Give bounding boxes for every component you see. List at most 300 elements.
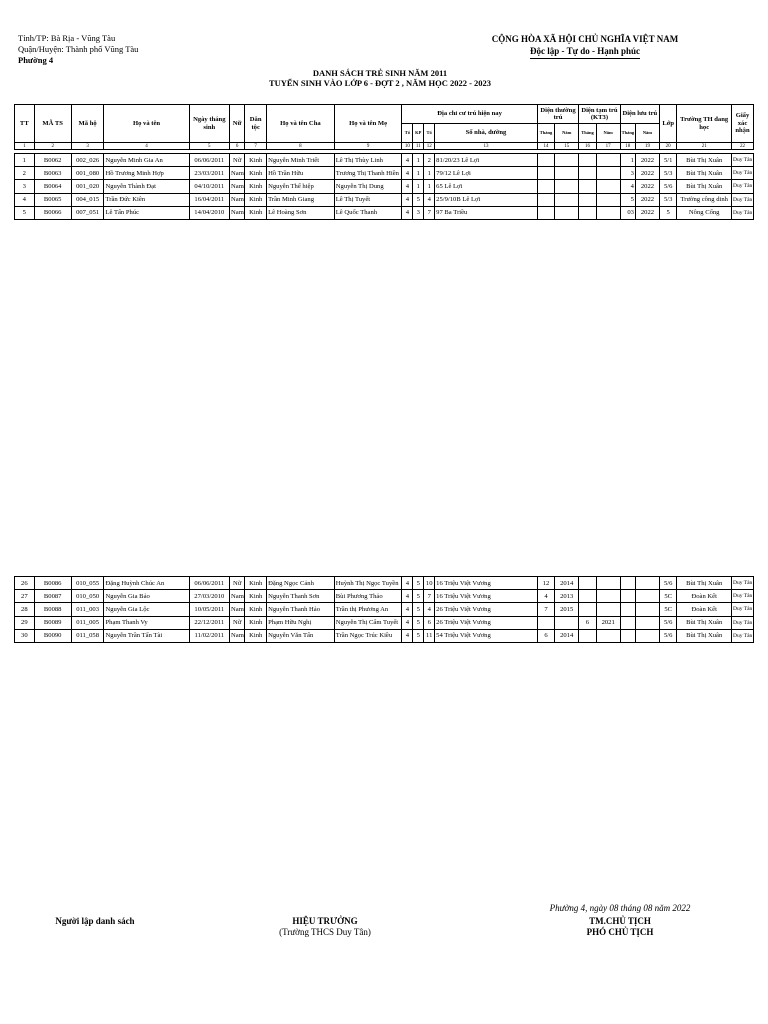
cell-lt-m: 3 [620, 167, 635, 180]
cell-paper: Duy Tân [731, 206, 753, 219]
cell-father: Hồ Trần Hữu [267, 167, 335, 180]
table-row [15, 577, 754, 590]
cell-tt: 26 [15, 577, 35, 590]
colnum: 18 [620, 143, 635, 150]
cell-maho: 004_015 [71, 193, 104, 206]
colnum: 13 [435, 143, 538, 150]
cell-name: Trần Đức Kiên [104, 193, 189, 206]
cell-ethnic: Kinh [245, 603, 267, 616]
cell-dtt-y [555, 180, 579, 193]
cell-mother: Trương Thị Thanh Hiền [334, 167, 402, 180]
cell-kt3-y [596, 577, 620, 590]
cell-dtt-y [555, 167, 579, 180]
cell-street: 65 Lê Lợi [435, 180, 538, 193]
cell-paper: Duy Tân [731, 193, 753, 206]
cell-dtt-y: 2014 [555, 629, 579, 642]
cell-father: Đặng Ngọc Cảnh [267, 577, 335, 590]
cell-kt3-y [596, 180, 620, 193]
colnum: 20 [659, 143, 676, 150]
cell-gender: Nam [230, 193, 245, 206]
cell-school: Đoàn Kết [677, 603, 732, 616]
cell-mother: Nguyễn Thị Cẩm Tuyết [334, 616, 402, 629]
footer-principal [255, 916, 395, 938]
cell-lt-m: 03 [620, 206, 635, 219]
cell-gender: Nam [230, 167, 245, 180]
col-dtt-year: Năm [555, 124, 579, 143]
cell-name: Phạm Thanh Vy [104, 616, 189, 629]
colnum: 15 [555, 143, 579, 150]
cell-lt-y [635, 577, 659, 590]
cell-dtt-m: 12 [537, 577, 554, 590]
cell-maho: 007_051 [71, 206, 104, 219]
cell-ethnic: Kinh [245, 206, 267, 219]
col-addr-to2: Tổ [424, 124, 435, 143]
colnum: 6 [229, 143, 244, 150]
cell-father: Nguyễn Thanh Hảo [267, 603, 335, 616]
cell-kp: 1 [413, 167, 424, 180]
cell-paper: Duy Tân [731, 180, 753, 193]
cell-school: Bùi Thị Xuân [677, 616, 732, 629]
footer-creator: Người lập danh sách [55, 916, 135, 926]
table-row [15, 616, 754, 629]
cell-ethnic: Kinh [245, 154, 267, 167]
cell-paper: Duy Tân [731, 616, 753, 629]
col-street: Số nhà, đường [435, 124, 538, 143]
cell-street: 26 Triệu Việt Vương [435, 616, 538, 629]
cell-kp: 3 [413, 206, 424, 219]
cell-lop: 5/6 [659, 577, 676, 590]
col-lop: Lớp [659, 105, 676, 143]
cell-street: 54 Triệu Việt Vương [435, 629, 538, 642]
cell-ethnic: Kinh [245, 180, 267, 193]
cell-lt-m [620, 629, 635, 642]
cell-to: 4 [402, 577, 413, 590]
col-kt3: Diện tạm trú (KT3) [579, 105, 620, 124]
cell-paper: Duy Tân [731, 154, 753, 167]
colnum: 4 [104, 143, 189, 150]
cell-gender: Nam [230, 629, 245, 642]
table-row [15, 167, 754, 180]
col-lt-year: Năm [635, 124, 659, 143]
cell-dtt-m [537, 180, 554, 193]
colnum: 8 [267, 143, 335, 150]
cell-to2: 4 [424, 193, 435, 206]
col-mother: Họ và tên Mẹ [334, 105, 402, 143]
col-father: Họ và tên Cha [267, 105, 335, 143]
cell-kp: 1 [413, 180, 424, 193]
cell-to2: 4 [424, 603, 435, 616]
cell-kt3-y: 2021 [596, 616, 620, 629]
cell-lt-m: 4 [620, 180, 635, 193]
cell-paper: Duy Tân [731, 577, 753, 590]
cell-dtt-m: 7 [537, 603, 554, 616]
cell-dtt-m [537, 616, 554, 629]
cell-maho: 011_003 [71, 603, 104, 616]
document-title [200, 68, 560, 88]
cell-gender: Nam [230, 603, 245, 616]
cell-paper: Duy Tân [731, 603, 753, 616]
cell-gender: Nam [230, 590, 245, 603]
table-row [15, 154, 754, 167]
title-line-1: DANH SÁCH TRẺ SINH NĂM 2011 [312, 68, 448, 78]
colnum: 22 [731, 143, 753, 150]
cell-mats: B0089 [34, 616, 71, 629]
cell-dob: 04/10/2011 [189, 180, 229, 193]
cell-tt: 29 [15, 616, 35, 629]
cell-father: Lê Hoàng Sơn [267, 206, 335, 219]
colnum: 11 [413, 143, 424, 150]
cell-lt-m [620, 577, 635, 590]
cell-kt3-m [579, 629, 596, 642]
cell-to2: 11 [424, 629, 435, 642]
cell-mats: B0064 [34, 180, 71, 193]
cell-to: 4 [402, 590, 413, 603]
table-row [15, 180, 754, 193]
cell-kp: 1 [413, 154, 424, 167]
cell-lop: 5/6 [659, 180, 676, 193]
col-name: Họ và tên [104, 105, 189, 143]
cell-gender: Nữ [230, 616, 245, 629]
cell-street: 16 Triệu Việt Vương [435, 577, 538, 590]
cell-kt3-m [579, 206, 596, 219]
cell-street: 81/20/23 Lê Lợi [435, 154, 538, 167]
cell-kt3-m [579, 603, 596, 616]
cell-name: Hồ Trương Minh Hợp [104, 167, 189, 180]
cell-gender: Nam [230, 206, 245, 219]
province-label: Tỉnh/TP: Bà Rịa - Vũng Tàu [18, 33, 116, 43]
cell-name: Nguyễn Gia Lộc [104, 603, 189, 616]
colnum: 1 [15, 143, 35, 150]
cell-name: Nguyễn Gia Bảo [104, 590, 189, 603]
cell-kp: 5 [413, 193, 424, 206]
header-right [440, 33, 730, 59]
cell-kt3-m [579, 167, 596, 180]
cell-mats: B0088 [34, 603, 71, 616]
cell-father: Phạm Hữu Nghị [267, 616, 335, 629]
cell-mats: B0065 [34, 193, 71, 206]
cell-mother: Nguyễn Thị Dung [334, 180, 402, 193]
footer-chair [520, 916, 720, 938]
cell-dtt-m [537, 167, 554, 180]
cell-father: Trần Minh Giang [267, 193, 335, 206]
col-kt3-year: Năm [596, 124, 620, 143]
cell-to: 4 [402, 629, 413, 642]
cell-lt-y: 2022 [635, 167, 659, 180]
cell-mother: Huỳnh Thị Ngọc Tuyền [334, 577, 402, 590]
cell-dtt-y [555, 206, 579, 219]
cell-to: 4 [402, 616, 413, 629]
cell-kp: 5 [413, 616, 424, 629]
cell-lt-y [635, 603, 659, 616]
cell-school: Bùi Thị Xuân [677, 154, 732, 167]
colnum: 3 [71, 143, 104, 150]
cell-school: Đoàn Kết [677, 590, 732, 603]
cell-name: Lê Tấn Phúc [104, 206, 189, 219]
cell-lop: 5/6 [659, 616, 676, 629]
cell-mats: B0086 [34, 577, 71, 590]
col-addr-kp: KP [413, 124, 424, 143]
student-table-bottom [14, 576, 754, 643]
col-school: Trường TH đang học [677, 105, 732, 143]
cell-school: Trường công dinh [677, 193, 732, 206]
cell-kt3-m [579, 193, 596, 206]
cell-dtt-m: 6 [537, 629, 554, 642]
col-address-group: Địa chỉ cư trú hiện nay [402, 105, 537, 124]
cell-tt: 4 [15, 193, 35, 206]
table-row [15, 629, 754, 642]
cell-mats: B0062 [34, 154, 71, 167]
cell-lt-m: 1 [620, 154, 635, 167]
cell-lt-y: 2022 [635, 180, 659, 193]
colnum: 14 [537, 143, 554, 150]
cell-lt-y: 2022 [635, 193, 659, 206]
cell-to2: 10 [424, 577, 435, 590]
column-number-row [15, 143, 754, 150]
cell-tt: 30 [15, 629, 35, 642]
cell-to2: 1 [424, 167, 435, 180]
cell-dob: 11/02/2011 [189, 629, 229, 642]
colnum: 5 [189, 143, 229, 150]
col-dtt: Diện thường trú [537, 105, 578, 124]
cell-lop: 5/6 [659, 629, 676, 642]
cell-gender: Nữ [230, 154, 245, 167]
table-row [15, 603, 754, 616]
cell-school: Bùi Thị Xuân [677, 180, 732, 193]
cell-dtt-m [537, 154, 554, 167]
col-addr-to: Tổ [402, 124, 413, 143]
cell-mats: B0066 [34, 206, 71, 219]
cell-mother: Lê Thị Thùy Linh [334, 154, 402, 167]
col-papers: Giấy xác nhận [731, 105, 753, 143]
cell-street: 79/12 Lê Lợi [435, 167, 538, 180]
cell-kt3-m: 6 [579, 616, 596, 629]
cell-kp: 5 [413, 603, 424, 616]
cell-lop: 5C [659, 590, 676, 603]
cell-maho: 011_058 [71, 629, 104, 642]
cell-kt3-m [579, 180, 596, 193]
cell-school: Bùi Thị Xuân [677, 167, 732, 180]
cell-kt3-y [596, 629, 620, 642]
motto-underline [530, 58, 640, 59]
cell-lop: 5/1 [659, 154, 676, 167]
cell-lt-m [620, 590, 635, 603]
cell-school: Nông Cống [677, 206, 732, 219]
cell-name: Nguyễn Thành Đạt [104, 180, 189, 193]
footer-date: Phường 4, ngày 08 tháng 08 năm 2022 [549, 903, 691, 913]
district-label: Quận/Huyện: Thành phố Vũng Tàu [18, 44, 139, 54]
cell-ethnic: Kinh [245, 629, 267, 642]
country-title: CỘNG HÒA XÃ HỘI CHỦ NGHĨA VIỆT NAM [491, 34, 679, 44]
cell-street: 25/9/10B Lê Lợi [435, 193, 538, 206]
cell-to2: 6 [424, 616, 435, 629]
cell-ethnic: Kinh [245, 590, 267, 603]
cell-kt3-y [596, 603, 620, 616]
cell-kt3-y [596, 590, 620, 603]
title-line-2: TUYỂN SINH VÀO LỚP 6 - ĐỢT 2 , NĂM HỌC 2022 - 2023 [268, 78, 492, 88]
cell-kt3-y [596, 154, 620, 167]
cell-lt-y [635, 629, 659, 642]
col-gender: Nữ [229, 105, 244, 143]
col-lt: Diện lưu trú [620, 105, 659, 124]
col-dob: Ngày tháng sinh [189, 105, 229, 143]
cell-school: Bùi Thị Xuân [677, 577, 732, 590]
cell-paper: Duy Tân [731, 629, 753, 642]
cell-to: 4 [402, 206, 413, 219]
cell-paper: Duy Tân [731, 590, 753, 603]
colnum: 19 [635, 143, 659, 150]
cell-maho: 010_050 [71, 590, 104, 603]
cell-maho: 010_055 [71, 577, 104, 590]
cell-to: 4 [402, 167, 413, 180]
cell-maho: 001_020 [71, 180, 104, 193]
cell-mats: B0063 [34, 167, 71, 180]
cell-gender: Nam [230, 180, 245, 193]
cell-dob: 27/03/2010 [189, 590, 229, 603]
cell-lop: 5/3 [659, 193, 676, 206]
cell-street: 26 Triệu Việt Vương [435, 603, 538, 616]
cell-kt3-y [596, 193, 620, 206]
cell-ethnic: Kinh [245, 577, 267, 590]
cell-mats: B0087 [34, 590, 71, 603]
cell-street: 16 Triệu Việt Vương [435, 590, 538, 603]
cell-mother: Trần thị Phương An [334, 603, 402, 616]
colnum: 21 [677, 143, 732, 150]
cell-tt: 28 [15, 603, 35, 616]
cell-tt: 27 [15, 590, 35, 603]
cell-tt: 5 [15, 206, 35, 219]
cell-lop: 5C [659, 603, 676, 616]
student-table-top [14, 153, 754, 220]
cell-lt-m [620, 616, 635, 629]
col-kt3-month: Tháng [579, 124, 596, 143]
col-ethnic: Dân tộc [245, 105, 267, 143]
cell-tt: 3 [15, 180, 35, 193]
cell-dtt-m [537, 206, 554, 219]
header-left [18, 33, 138, 66]
cell-lt-y [635, 616, 659, 629]
colnum: 17 [596, 143, 620, 150]
table-header [14, 104, 754, 150]
principal-subtitle: (Trường THCS Duy Tân) [279, 927, 371, 937]
cell-dtt-y [555, 616, 579, 629]
cell-paper: Duy Tân [731, 167, 753, 180]
cell-dtt-y: 2013 [555, 590, 579, 603]
cell-ethnic: Kinh [245, 167, 267, 180]
ward-label: Phường 4 [18, 55, 54, 65]
cell-dob: 22/12/2011 [189, 616, 229, 629]
cell-to2: 7 [424, 590, 435, 603]
col-lt-month: Tháng [620, 124, 635, 143]
cell-maho: 001_080 [71, 167, 104, 180]
cell-name: Đặng Huỳnh Chúc An [104, 577, 189, 590]
table-row [15, 590, 754, 603]
cell-mother: Lê Thị Tuyết [334, 193, 402, 206]
cell-dob: 06/06/2011 [189, 577, 229, 590]
cell-kt3-m [579, 590, 596, 603]
cell-street: 97 Ba Triều [435, 206, 538, 219]
cell-school: Bùi Thị Xuân [677, 629, 732, 642]
col-tt: TT [15, 105, 35, 143]
colnum: 12 [424, 143, 435, 150]
cell-tt: 1 [15, 154, 35, 167]
cell-to: 4 [402, 180, 413, 193]
cell-father: Nguyễn Minh Triết [267, 154, 335, 167]
cell-maho: 002_026 [71, 154, 104, 167]
cell-dtt-y [555, 193, 579, 206]
cell-to: 4 [402, 154, 413, 167]
colnum: 16 [579, 143, 596, 150]
cell-kp: 5 [413, 629, 424, 642]
col-maho: Mã hộ [71, 105, 104, 143]
cell-dob: 14/04/2010 [189, 206, 229, 219]
cell-tt: 2 [15, 167, 35, 180]
cell-lt-y: 2022 [635, 206, 659, 219]
cell-to2: 1 [424, 180, 435, 193]
cell-dob: 10/05/2011 [189, 603, 229, 616]
chair-line-1: TM.CHỦ TỊCH [589, 916, 651, 926]
cell-dtt-y [555, 154, 579, 167]
cell-father: Nguyễn Văn Tấn [267, 629, 335, 642]
cell-dtt-m [537, 193, 554, 206]
cell-kp: 5 [413, 577, 424, 590]
col-mats: MÃ TS [34, 105, 71, 143]
colnum: 9 [334, 143, 402, 150]
colnum: 2 [34, 143, 71, 150]
cell-lt-y: 2022 [635, 154, 659, 167]
cell-name: Nguyễn Minh Gia An [104, 154, 189, 167]
cell-mother: Trần Ngọc Trúc Kiều [334, 629, 402, 642]
cell-maho: 011_005 [71, 616, 104, 629]
cell-lt-m: 5 [620, 193, 635, 206]
table-row [15, 193, 754, 206]
cell-mother: Bùi Phương Thảo [334, 590, 402, 603]
cell-to2: 2 [424, 154, 435, 167]
cell-kt3-y [596, 206, 620, 219]
cell-gender: Nữ [230, 577, 245, 590]
chair-line-2: PHÓ CHỦ TỊCH [586, 927, 654, 937]
cell-kt3-y [596, 167, 620, 180]
cell-lop: 5/3 [659, 167, 676, 180]
cell-kt3-m [579, 577, 596, 590]
cell-lop: 5 [659, 206, 676, 219]
col-dtt-month: Tháng [537, 124, 554, 143]
cell-name: Nguyễn Trần Tấn Tài [104, 629, 189, 642]
cell-dtt-y: 2015 [555, 603, 579, 616]
cell-mother: Lê Quốc Thanh [334, 206, 402, 219]
cell-ethnic: Kinh [245, 193, 267, 206]
colnum: 7 [245, 143, 267, 150]
cell-ethnic: Kinh [245, 616, 267, 629]
table-row [15, 206, 754, 219]
cell-to: 4 [402, 193, 413, 206]
colnum: 10 [402, 143, 413, 150]
cell-dtt-m: 4 [537, 590, 554, 603]
cell-dob: 06/06/2011 [189, 154, 229, 167]
cell-dob: 16/04/2011 [189, 193, 229, 206]
cell-to: 4 [402, 603, 413, 616]
principal-title: HIỆU TRƯỞNG [292, 916, 358, 926]
cell-mats: B0090 [34, 629, 71, 642]
cell-lt-y [635, 590, 659, 603]
cell-father: Nguyễn Thế hiệp [267, 180, 335, 193]
cell-kt3-m [579, 154, 596, 167]
cell-lt-m [620, 603, 635, 616]
cell-dob: 23/03/2011 [189, 167, 229, 180]
motto: Độc lập - Tự do - Hạnh phúc [529, 46, 640, 56]
cell-dtt-y: 2014 [555, 577, 579, 590]
cell-to2: 7 [424, 206, 435, 219]
cell-kp: 5 [413, 590, 424, 603]
